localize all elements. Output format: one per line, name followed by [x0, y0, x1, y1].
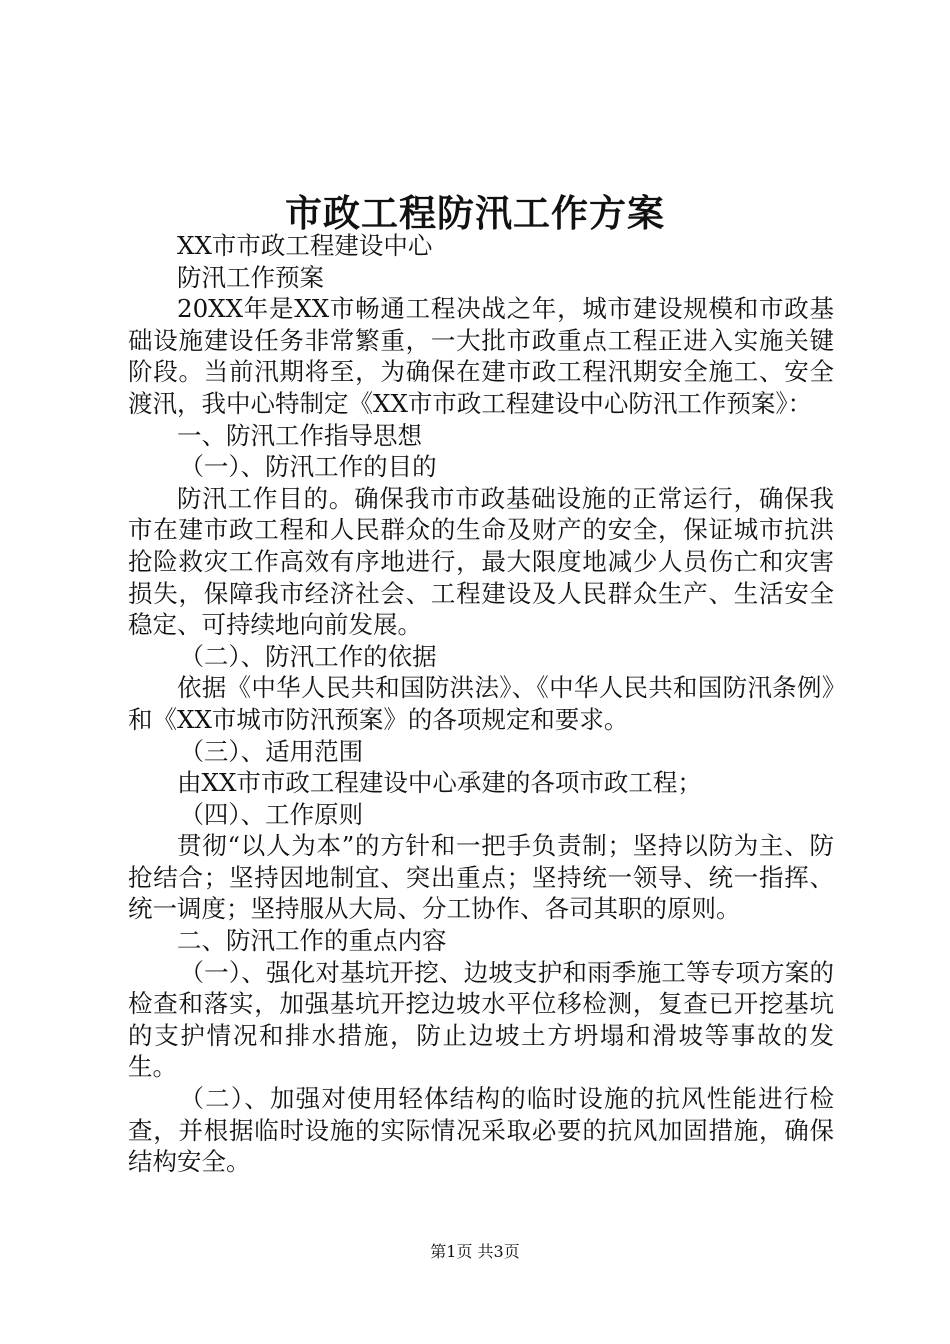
section-heading-2: 二、防汛工作的重点内容 [177, 926, 447, 956]
section-heading-1: 一、防汛工作指导思想 [177, 420, 422, 450]
paragraph-key-item-1: （一）、强化对基坑开挖、边坡支护和雨季施工等专项方案的检查和落实，加强基坑开挖边坡水平位移检测，复查已开挖基坑的支护情况和排水措施，防止边坡土方坍塌和滑坡等事故的发生。 [128, 957, 834, 1082]
subsection-heading-1-1: （一）、防汛工作的目的 [179, 452, 437, 482]
paragraph-key-item-2: （二）、加强对使用轻体结构的临时设施的抗风性能进行检查，并根据临时设施的实际情况采取必要的抗风加固措施，确保结构安全。 [128, 1084, 834, 1177]
paragraph-principles: 贯彻“以人为本”的方针和一把手负责制；坚持以防为主、防抢结合；坚持因地制宜、突出重点；坚持统一领导、统一指挥、统一调度；坚持服从大局、分工协作、各司其职的原则。 [128, 831, 834, 924]
subsection-heading-1-2: （二）、防汛工作的依据 [179, 641, 437, 671]
subsection-heading-1-3: （三）、适用范围 [179, 736, 364, 766]
document-body [128, 230, 834, 1178]
paragraph-subtitle: 防汛工作预案 [177, 262, 324, 292]
paragraph-basis: 依据《中华人民共和国防洪法》、《中华人民共和国防汛条例》和《XX市城市防汛预案》的各项规定和要求。 [128, 673, 834, 734]
page-footer: 第1页 共3页 [430, 1242, 520, 1261]
paragraph-purpose: 防汛工作目的。确保我市市政基础设施的正常运行，确保我市在建市政工程和人民群众的生命及财产的安全，保证城市抗洪抢险救灾工作高效有序地进行，最大限度地减少人员伤亡和灾害损失，保障我市经济社会、工程建设及人民群众生产、生活安全稳定、可持续地向前发展。 [128, 483, 834, 640]
document-title: 市政工程防汛工作方案 [285, 191, 665, 235]
paragraph-intro: 20XX年是XX市畅通工程决战之年，城市建设规模和市政基础设施建设任务非常繁重，一大批市政重点工程正进入实施关键阶段。当前汛期将至，为确保在建市政工程汛期安全施工、安全渡汛，我中心特制定《XX市市政工程建设中心防汛工作预案》： [128, 294, 834, 418]
paragraph-scope: 由XX市市政工程建设中心承建的各项市政工程； [177, 768, 702, 798]
paragraph-org-name: XX市市政工程建设中心 [177, 231, 433, 260]
subsection-heading-1-4: （四）、工作原则 [179, 799, 364, 829]
